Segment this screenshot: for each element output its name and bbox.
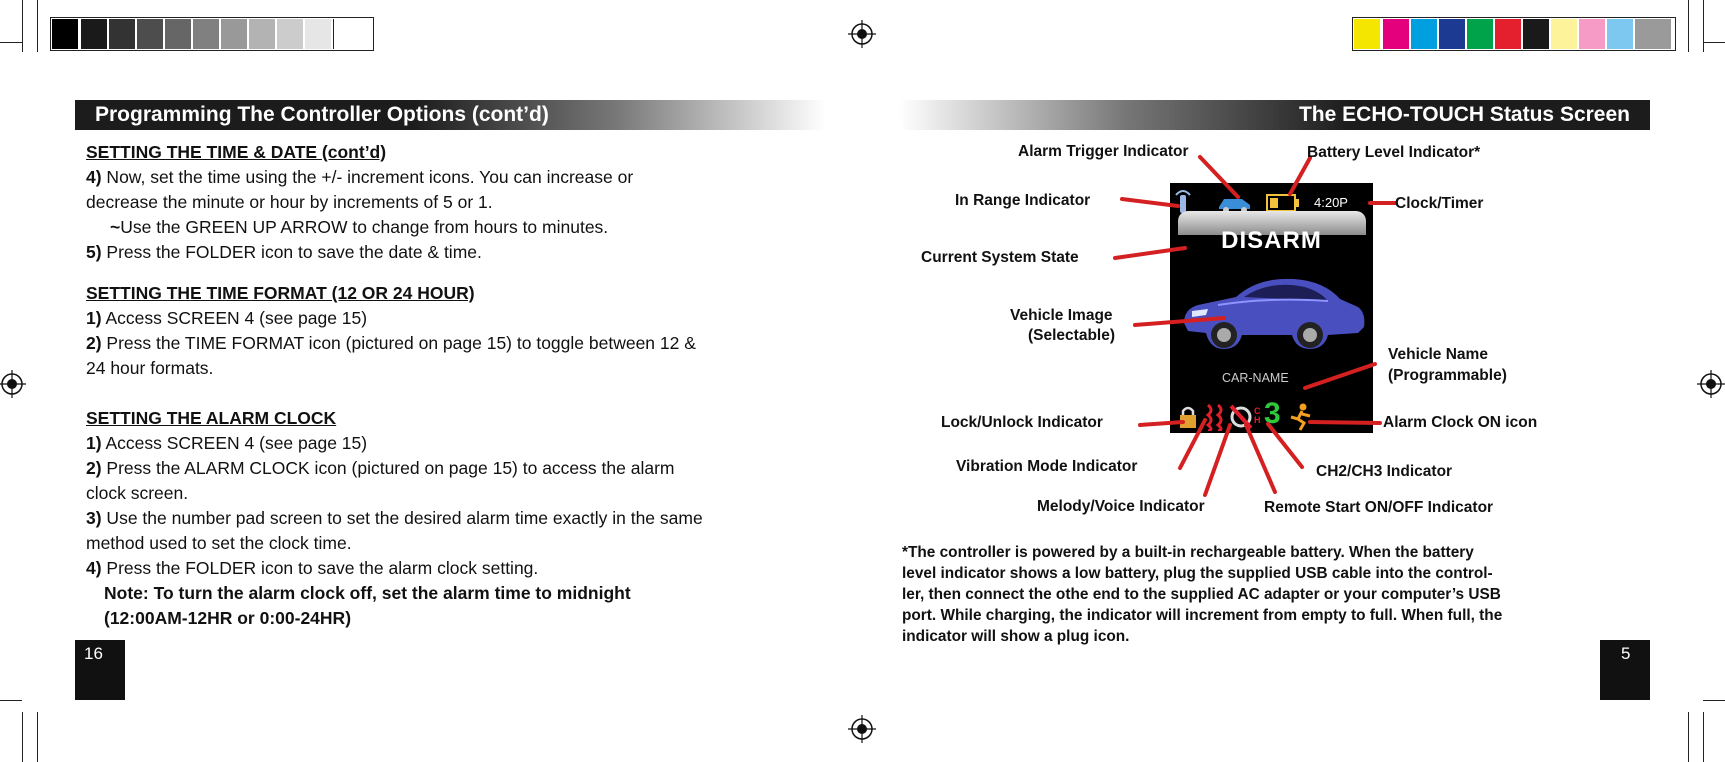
body-line: 4) Now, set the time using the +/- increment icons. You can increase or — [86, 167, 634, 187]
label-remote-start: Remote Start ON/OFF Indicator — [1264, 499, 1494, 516]
footnote-line: ler, then connect the othe end to the supplied AC adapter or your computer’s USB — [902, 586, 1501, 603]
channel-digit: 3 — [1264, 397, 1281, 430]
body-line: 2) Press the ALARM CLOCK icon (pictured on page 15) to access the alarm — [86, 458, 675, 478]
label-alarm-trigger: Alarm Trigger Indicator — [1018, 143, 1189, 160]
label-vehicle-name-1: Vehicle Name — [1388, 346, 1488, 363]
footnote-line: level indicator shows a low battery, plug the supplied USB cable into the control- — [902, 565, 1493, 582]
footnote-line: port. While charging, the indicator will increment from empty to full. When full, the — [902, 607, 1503, 624]
right-page-number: 5 — [1600, 640, 1650, 700]
body-line: 3) Use the number pad screen to set the desired alarm time exactly in the same — [86, 508, 703, 528]
label-vehicle-image-2: (Selectable) — [1028, 327, 1116, 344]
label-vibration-mode: Vibration Mode Indicator — [956, 458, 1138, 475]
body-line: 1) Access SCREEN 4 (see page 15) — [86, 433, 368, 453]
body-line: 2) Press the TIME FORMAT icon (pictured on page 15) to toggle between 12 & — [86, 333, 696, 353]
label-in-range: In Range Indicator — [955, 192, 1091, 209]
label-melody-voice: Melody/Voice Indicator — [1037, 498, 1205, 515]
label-alarm-clock-on: Alarm Clock ON icon — [1383, 414, 1538, 431]
channel-indicator: C H — [1254, 406, 1261, 425]
body-line: 1) Access SCREEN 4 (see page 15) — [86, 308, 368, 328]
label-clock-timer: Clock/Timer — [1395, 195, 1484, 212]
note-line: (12:00AM-12HR or 0:00-24HR) — [104, 608, 352, 628]
left-page-title: Programming The Controller Options (cont’d) — [95, 103, 549, 126]
label-ch2-ch3: CH2/CH3 Indicator — [1316, 463, 1453, 480]
clock-readout: 4:20P — [1314, 195, 1348, 210]
body-line: decrease the minute or hour by increments of 5 or 1. — [86, 192, 493, 212]
label-battery-level: Battery Level Indicator* — [1307, 144, 1481, 161]
label-lock-unlock: Lock/Unlock Indicator — [941, 414, 1103, 431]
label-vehicle-image-1: Vehicle Image — [1010, 307, 1113, 324]
body-line: clock screen. — [86, 483, 189, 503]
section-title-time-date: SETTING THE TIME & DATE (cont’d) — [86, 142, 387, 162]
body-line: 4) Press the FOLDER icon to save the alarm clock setting. — [86, 558, 539, 578]
left-page-number: 16 — [75, 640, 125, 700]
section-title-time-format: SETTING THE TIME FORMAT (12 OR 24 HOUR) — [86, 283, 475, 303]
label-vehicle-name-2: (Programmable) — [1388, 367, 1507, 384]
section-title-alarm-clock: SETTING THE ALARM CLOCK — [86, 408, 337, 428]
note-line: Note: To turn the alarm clock off, set the alarm time to midnight — [104, 583, 631, 603]
body-line: method used to set the clock time. — [86, 533, 352, 553]
body-line: 5) Press the FOLDER icon to save the date & time. — [86, 242, 482, 262]
footnote-line: indicator will show a plug icon. — [902, 628, 1130, 645]
label-system-state: Current System State — [921, 249, 1079, 266]
system-state-text: DISARM — [1221, 227, 1322, 254]
body-line: ~Use the GREEN UP ARROW to change from hours to minutes. — [110, 217, 609, 237]
right-page-title: The ECHO-TOUCH Status Screen — [1298, 103, 1630, 126]
vehicle-name-text: CAR-NAME — [1222, 371, 1289, 385]
battery-footnote — [902, 542, 1637, 647]
body-line: 24 hour formats. — [86, 358, 214, 378]
footnote-line: *The controller is powered by a built-in rechargeable battery. When the battery — [902, 544, 1474, 561]
